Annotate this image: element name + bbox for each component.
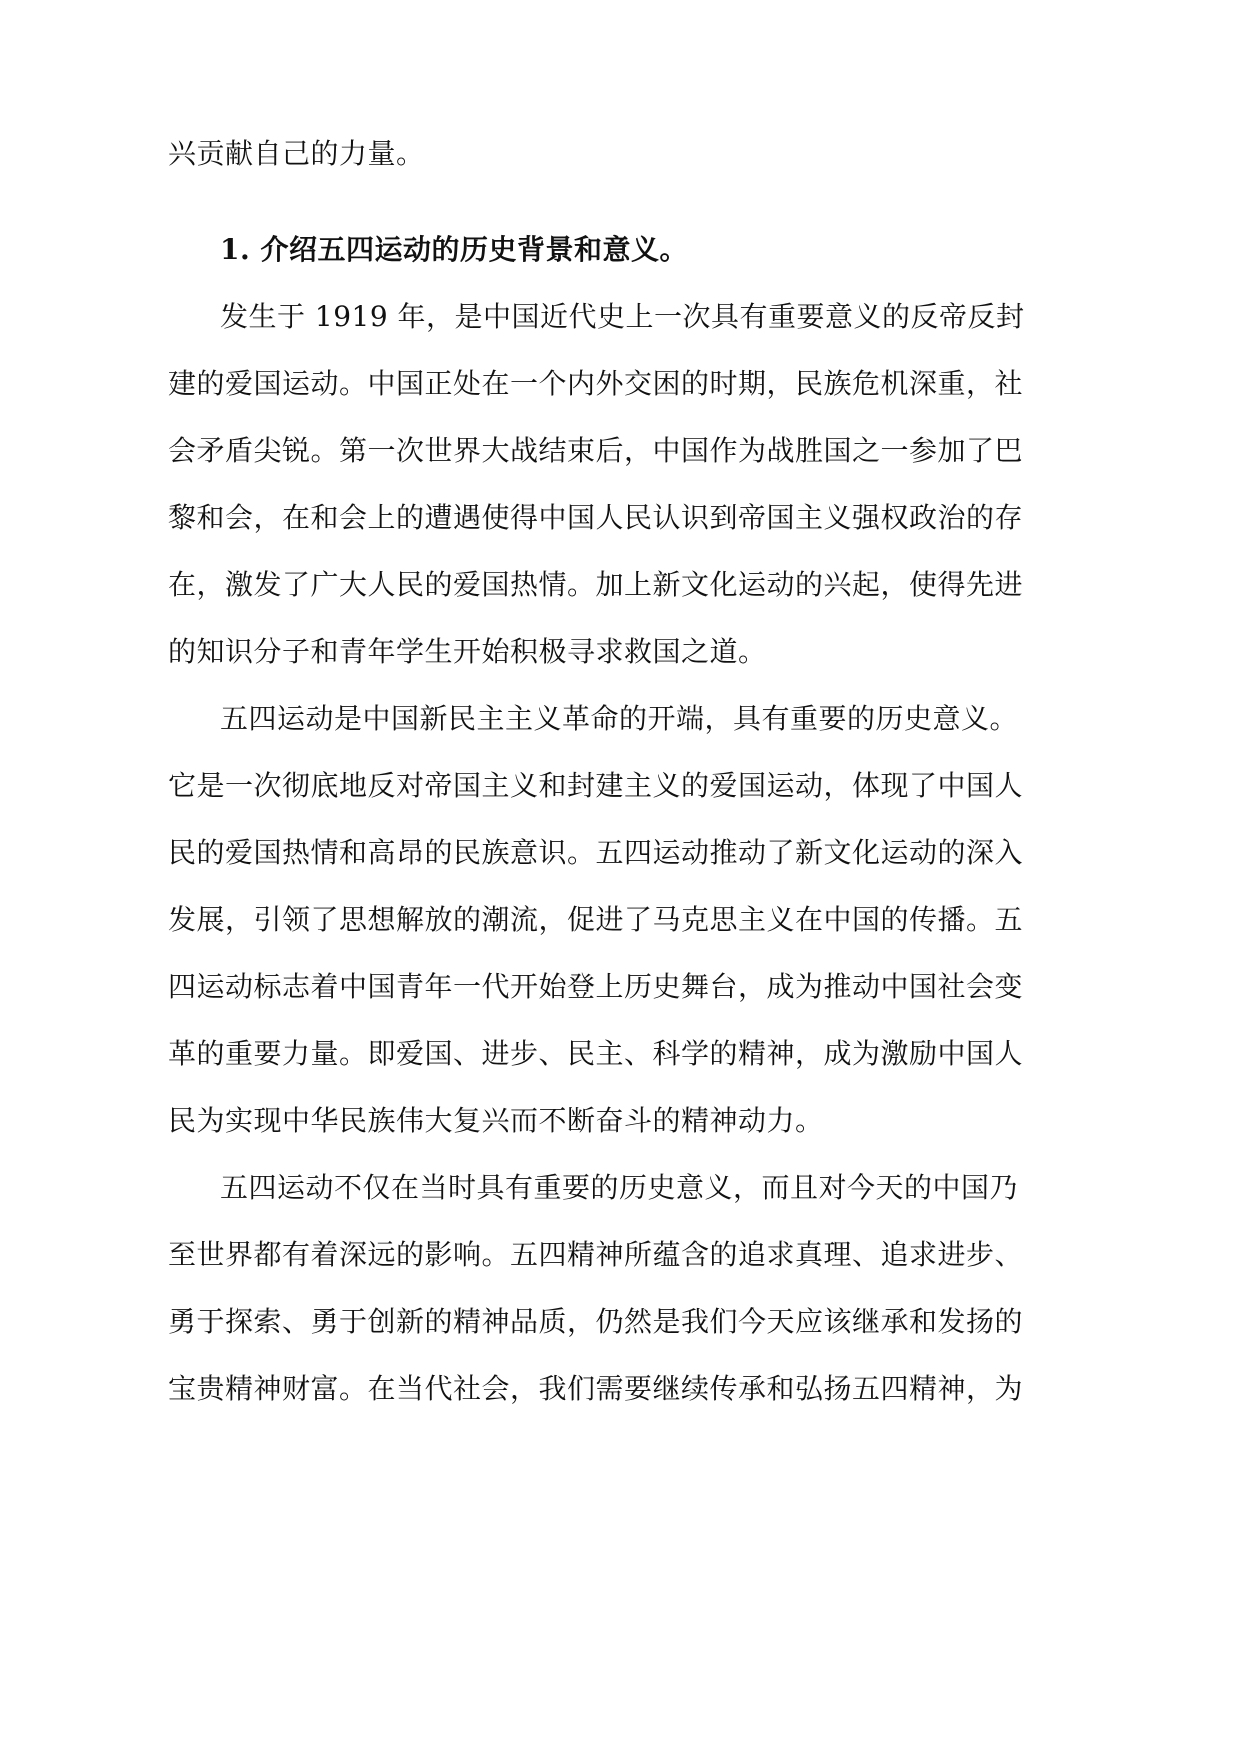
paragraph-1-line-6: 的知识分子和青年学生开始积极寻求救国之道。 [168,635,767,668]
paragraph-1-line-1: 发生于 1919 年，是中国近代史上一次具有重要意义的反帝反封 [220,300,1025,333]
paragraph-2-line-6: 革的重要力量。即爱国、进步、民主、科学的精神，成为激励中国人 [168,1037,1024,1070]
paragraph-2-line-1: 五四运动是中国新民主主义革命的开端，具有重要的历史意义。 [220,702,1019,735]
paragraph-1-line-4: 黎和会，在和会上的遭遇使得中国人民认识到帝国主义强权政治的存 [168,501,1024,534]
paragraph-3-line-1: 五四运动不仅在当时具有重要的历史意义，而且对今天的中国乃 [220,1171,1019,1204]
paragraph-2-line-2: 它是一次彻底地反对帝国主义和封建主义的爱国运动，体现了中国人 [168,769,1024,802]
paragraph-1-line-5: 在，激发了广大人民的爱国热情。加上新文化运动的兴起，使得先进 [168,568,1024,601]
paragraph-3-line-4: 宝贵精神财富。在当代社会，我们需要继续传承和弘扬五四精神，为 [168,1372,1024,1405]
paragraph-2-line-4: 发展，引领了思想解放的潮流，促进了马克思主义在中国的传播。五 [168,903,1024,936]
paragraph-1-line-3: 会矛盾尖锐。第一次世界大战结束后，中国作为战胜国之一参加了巴 [168,434,1024,467]
paragraph-3-line-3: 勇于探索、勇于创新的精神品质，仍然是我们今天应该继承和发扬的 [168,1305,1024,1338]
paragraph-continuation-line: 兴贡献自己的力量。 [168,137,425,170]
paragraph-2-line-7: 民为实现中华民族伟大复兴而不断奋斗的精神动力。 [168,1104,824,1137]
paragraph-1-line-2: 建的爱国运动。中国正处在一个内外交困的时期，民族危机深重，社 [168,367,1024,400]
section-heading: 1. 介绍五四运动的历史背景和意义。 [220,233,688,266]
paragraph-2-line-3: 民的爱国热情和高昂的民族意识。五四运动推动了新文化运动的深入 [168,836,1024,869]
paragraph-2-line-5: 四运动标志着中国青年一代开始登上历史舞台，成为推动中国社会变 [168,970,1024,1003]
paragraph-3-line-2: 至世界都有着深远的影响。五四精神所蕴含的追求真理、追求进步、 [168,1238,1024,1271]
